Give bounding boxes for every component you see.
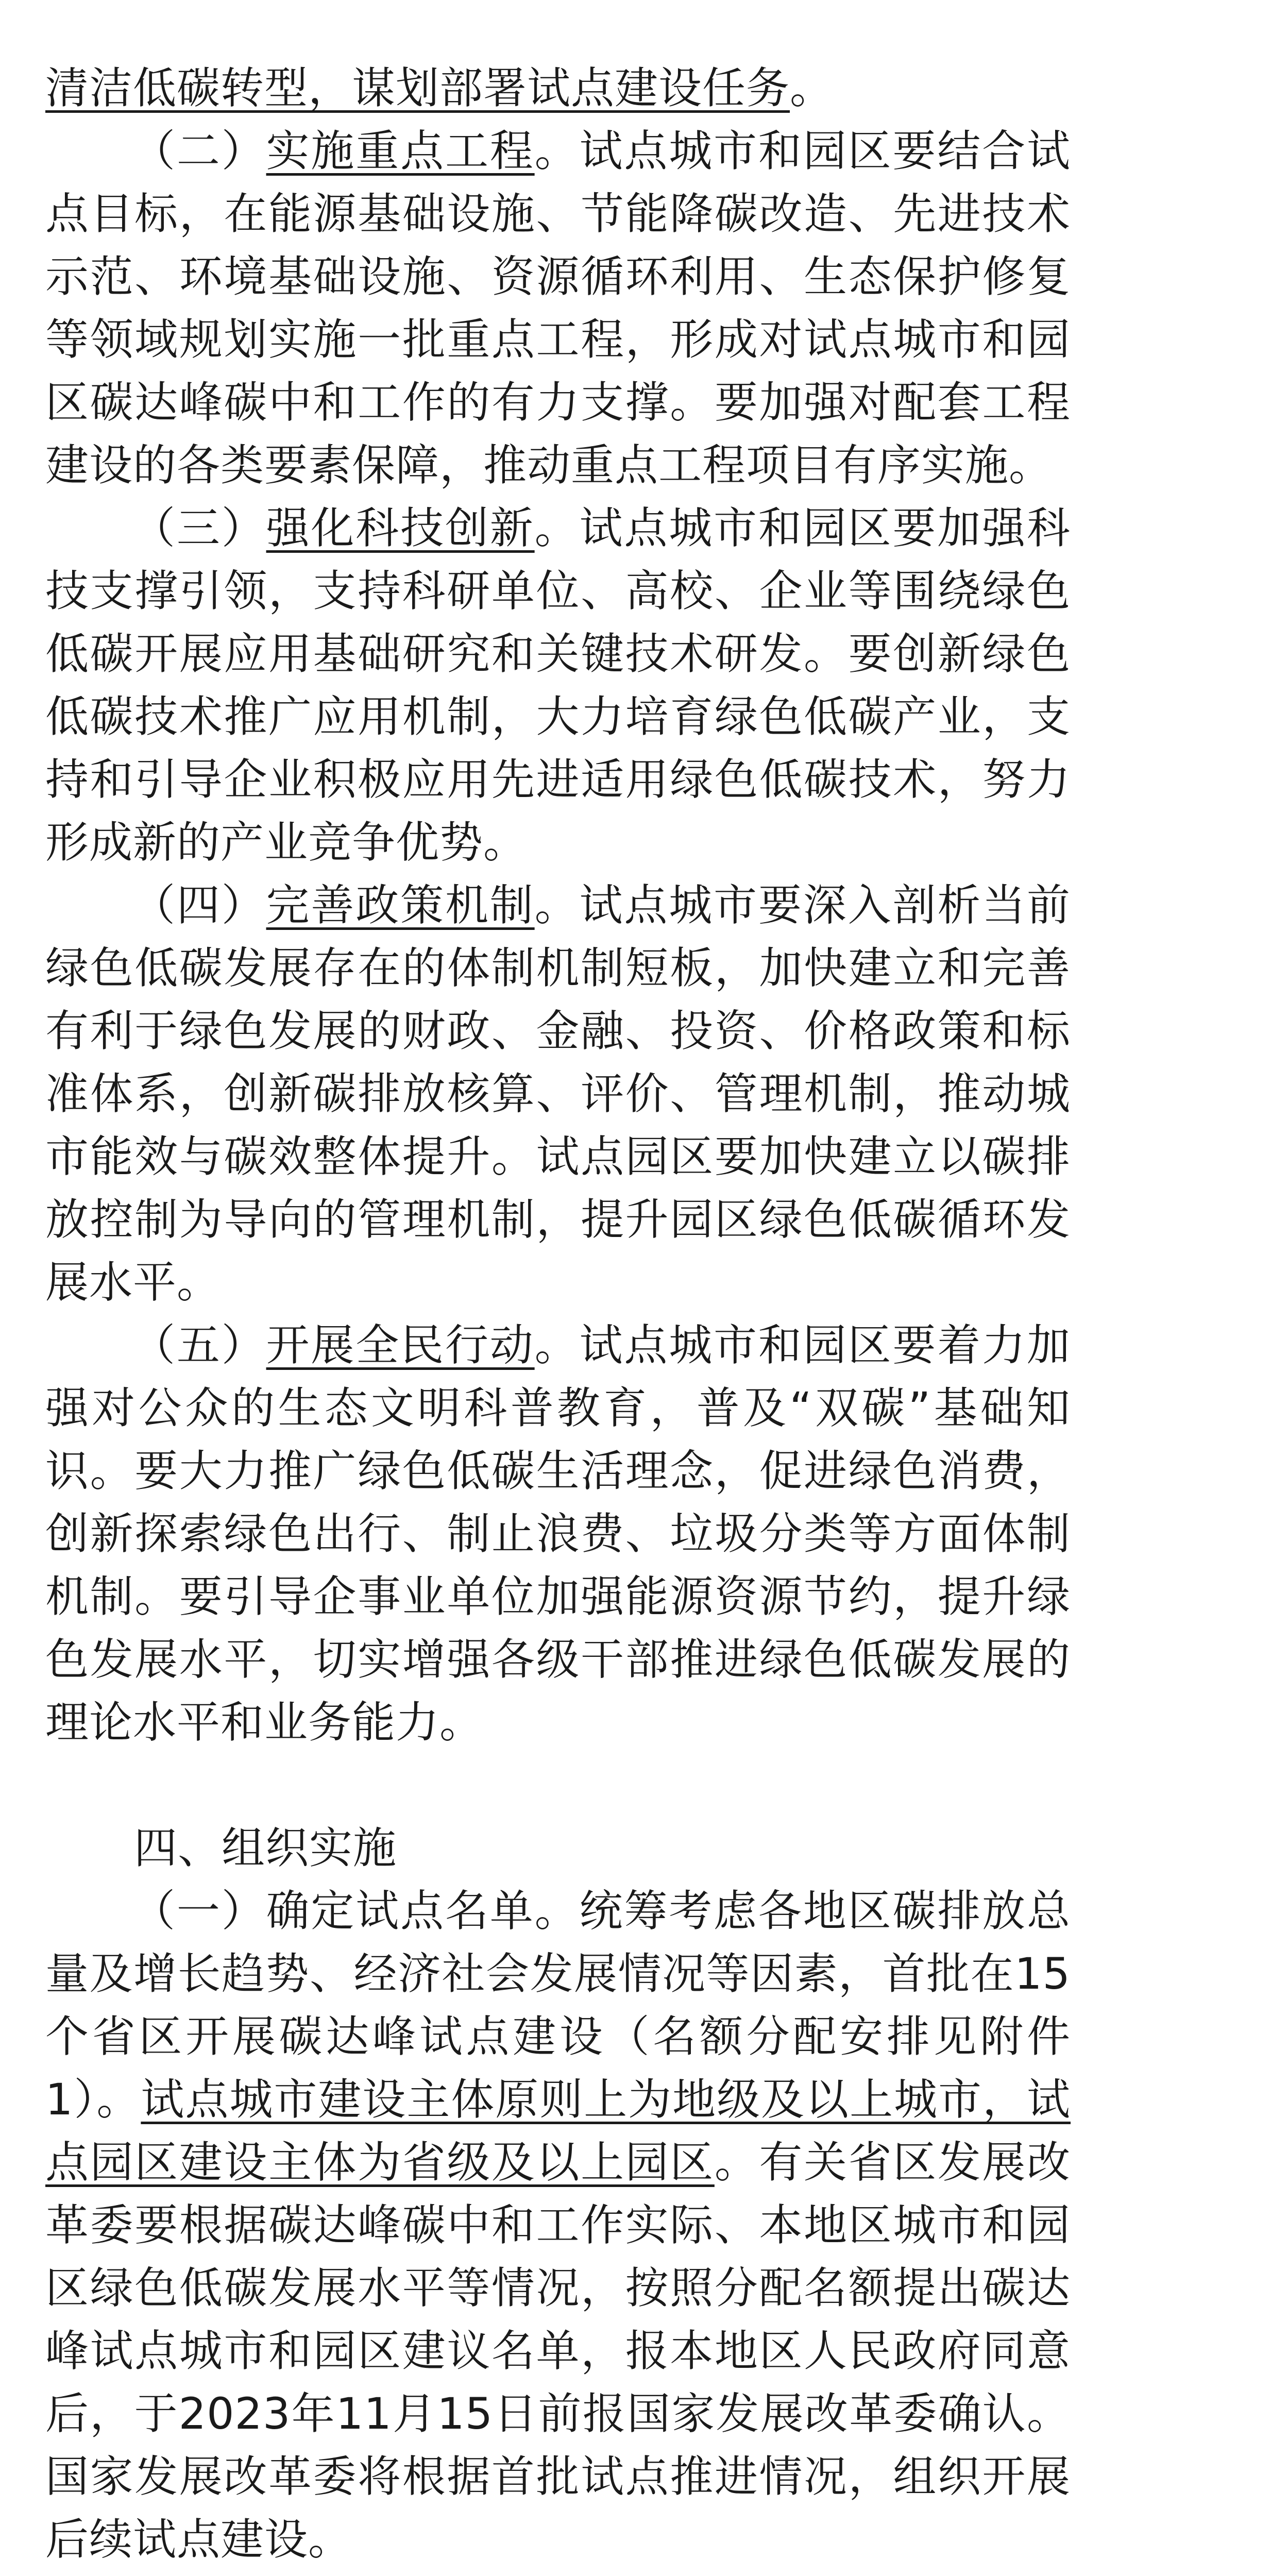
paragraph-implementation-plan xyxy=(45,2571,1071,2576)
paragraph-text: 。试点城市和园区要着力加强对公众的生态文明科普教育，普及“双碳”基础知识。要大力推广绿色低碳生活理念，促进绿色消费，创新探索绿色出行、制止浪费、垃圾分类等方面体制机制。要引导企事业单位加强能源资源节约，提升绿色发展水平，切实增强各级干部推进绿色低碳发展的理论水平和业务能力。 xyxy=(45,1320,1071,1748)
item-heading: 完善政策机制 xyxy=(266,880,535,930)
item-heading: 开展全民行动 xyxy=(266,1320,535,1370)
paragraph-text: 。试点城市和园区要结合试点目标，在能源基础设施、节能降碳改造、先进技术示范、环境基础设施、资源循环利用、生态保护修复等领域规划实施一批重点工程，形成对试点城市和园区碳达峰碳中和工作的有力支撑。要加强对配套工程建设的各类要素保障，推动重点工程项目有序实施。 xyxy=(45,126,1071,490)
paragraph-text: 。试点城市要深入剖析当前绿色低碳发展存在的体制机制短板，加快建立和完善有利于绿色发展的财政、金融、投资、价格政策和标准体系，创新碳排放核算、评价、管理机制，推动城市能效与碳效整体提升。试点园区要加快建立以碳排放控制为导向的管理机制，提升园区绿色低碳循环发展水平。 xyxy=(45,880,1071,1308)
paragraph-text: 。有关省区发展改革委要根据碳达峰碳中和工作实际、本地区城市和园区绿色低碳发展水平等情况，按照分配名额提出碳达峰试点城市和园区建议名单，报本地区人民政府同意后，于2023年11月15日前报国家发展改革委确认。国家发展改革委将根据首批试点推进情况，组织开展后续试点建设。 xyxy=(45,2137,1071,2565)
paragraph-text: 。试点城市和园区要加强科技支撑引领，支持科研单位、高校、企业等围绕绿色低碳开展应用基础研究和关键技术研发。要创新绿色低碳技术推广应用机制，大力培育绿色低碳产业，支持和引导企业积极应用先进适用绿色低碳技术，努力形成新的产业竞争优势。 xyxy=(45,503,1071,868)
paragraph-tech-innovation xyxy=(45,497,1071,874)
item-number: （二） xyxy=(132,126,266,176)
section-heading: 四、组织实施 xyxy=(134,1823,397,1873)
paragraph-public-action xyxy=(45,1314,1071,1754)
document-page xyxy=(45,57,1071,2576)
item-heading: 实施重点工程 xyxy=(266,126,535,176)
item-number: （五） xyxy=(132,1320,266,1370)
paragraph-1 xyxy=(45,57,1071,120)
underlined-text: 清洁低碳转型，谋划部署试点建设任务 xyxy=(45,63,790,113)
paragraph-policy-mechanism xyxy=(45,874,1071,1314)
paragraph-text: 。 xyxy=(790,63,834,113)
item-heading: 强化科技创新 xyxy=(266,503,535,553)
item-number: （三） xyxy=(132,503,266,553)
paragraph-text: （一）确定试点名单。统筹考虑各地区碳排放总量及增长趋势、经济社会发展情况等因素，首批在15个省区开展碳达峰试点建设（名额分配安排见附件1）。 xyxy=(45,1886,1071,2125)
paragraph-implement-key-projects xyxy=(45,120,1071,497)
paragraph-pilot-list xyxy=(45,1879,1071,2571)
underlined-text: 试点城市建设主体原则上为地级及以上城市，试点园区建设主体为省级及以上园区 xyxy=(45,2074,1071,2188)
item-number: （四） xyxy=(132,880,266,930)
